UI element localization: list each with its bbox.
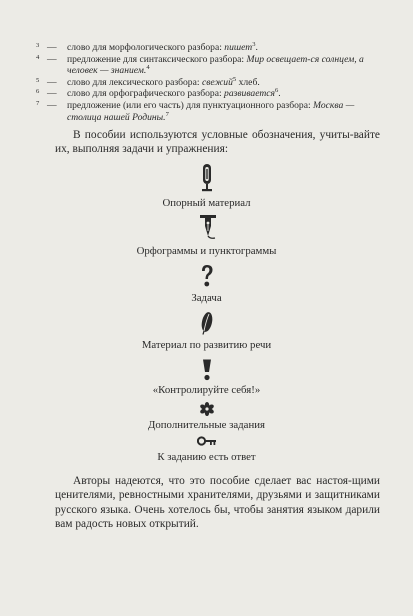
footnote-sup: 7 bbox=[165, 110, 169, 118]
reference-material-icon bbox=[199, 163, 215, 193]
footnote-number: 7 bbox=[36, 99, 40, 107]
footnote-description: предложение (или его часть) для пунктуационного разбора: bbox=[67, 99, 314, 111]
footnote-list bbox=[36, 42, 386, 123]
asterisk-flower-icon bbox=[200, 402, 214, 416]
footnote-sup: 4 bbox=[146, 64, 150, 71]
footnote-example: развивается bbox=[224, 88, 275, 100]
footnote-item bbox=[36, 88, 386, 100]
key-icon bbox=[197, 436, 217, 446]
footnote-number: 4 bbox=[36, 53, 40, 61]
footnote-example: Мир освещает-ся солнцем, а человек — знанием. bbox=[67, 53, 364, 77]
legend-label-spelling: Орфограммы и пунктограммы bbox=[136, 245, 277, 257]
pen-nib-icon bbox=[198, 214, 218, 240]
legend-label-answer: К заданию есть ответ bbox=[157, 451, 256, 463]
footnote-description: слово для морфологического разбора: bbox=[67, 42, 225, 53]
footnote-example: пишет bbox=[224, 42, 253, 53]
footnote-description: слово для лексического разбора: bbox=[67, 76, 202, 88]
footnote-dash: — bbox=[47, 99, 57, 111]
footnote-dash: — bbox=[47, 42, 57, 53]
footnote-text bbox=[67, 42, 386, 54]
legend-label-reference: Опорный материал bbox=[162, 197, 251, 209]
footnote-example: Москва — столица нашей Родины. bbox=[67, 99, 355, 123]
closing-paragraph: Авторы надеются, что это пособие сделает вас настоя-щими ценителями, ревностными хранителями, друзьями и защитниками русского языка. Очень хотелось бы, чтобы занятия языком дарили вам радость новых открытий. bbox=[55, 475, 380, 531]
footnote-sup: 3 bbox=[252, 40, 256, 48]
footnote-number: 5 bbox=[36, 76, 40, 84]
footnote-description: предложение для синтаксического разбора: bbox=[67, 53, 247, 65]
footnote-example: свежий bbox=[201, 76, 233, 88]
footnote-sup: 6 bbox=[275, 87, 279, 95]
question-mark-icon bbox=[200, 264, 214, 288]
footnote-item bbox=[36, 42, 386, 54]
footnote-dash: — bbox=[47, 53, 57, 65]
footnote-text bbox=[67, 54, 386, 77]
footnote-item bbox=[36, 54, 386, 77]
exclamation-mark-icon bbox=[201, 358, 213, 382]
footnote-dash: — bbox=[47, 76, 57, 88]
footnote-text bbox=[67, 100, 386, 123]
footnote-text bbox=[67, 88, 386, 100]
legend-label-extra: Дополнительные задания bbox=[148, 419, 265, 431]
quill-feather-icon bbox=[200, 311, 214, 335]
intro-paragraph: В пособии используются условные обозначения, учиты-вайте их, выполняя задачи и упражнения: bbox=[55, 129, 380, 156]
footnote-number: 3 bbox=[36, 42, 40, 49]
footnote-number: 6 bbox=[36, 88, 40, 96]
footnote-sup: 5 bbox=[232, 75, 237, 83]
legend-label-self-check: «Контролируйте себя!» bbox=[152, 384, 261, 396]
footnote-item bbox=[36, 77, 386, 89]
footnote-after: . bbox=[278, 88, 281, 100]
legend-label-speech: Материал по развитию речи bbox=[141, 339, 272, 351]
footnote-description: слово для орфографического разбора: bbox=[67, 88, 225, 100]
legend-label-task: Задача bbox=[191, 292, 222, 304]
footnote-after: хлеб. bbox=[236, 76, 260, 88]
footnote-text bbox=[67, 77, 386, 89]
footnote-after: . bbox=[255, 42, 258, 53]
footnote-item bbox=[36, 100, 386, 123]
footnote-dash: — bbox=[47, 88, 57, 100]
